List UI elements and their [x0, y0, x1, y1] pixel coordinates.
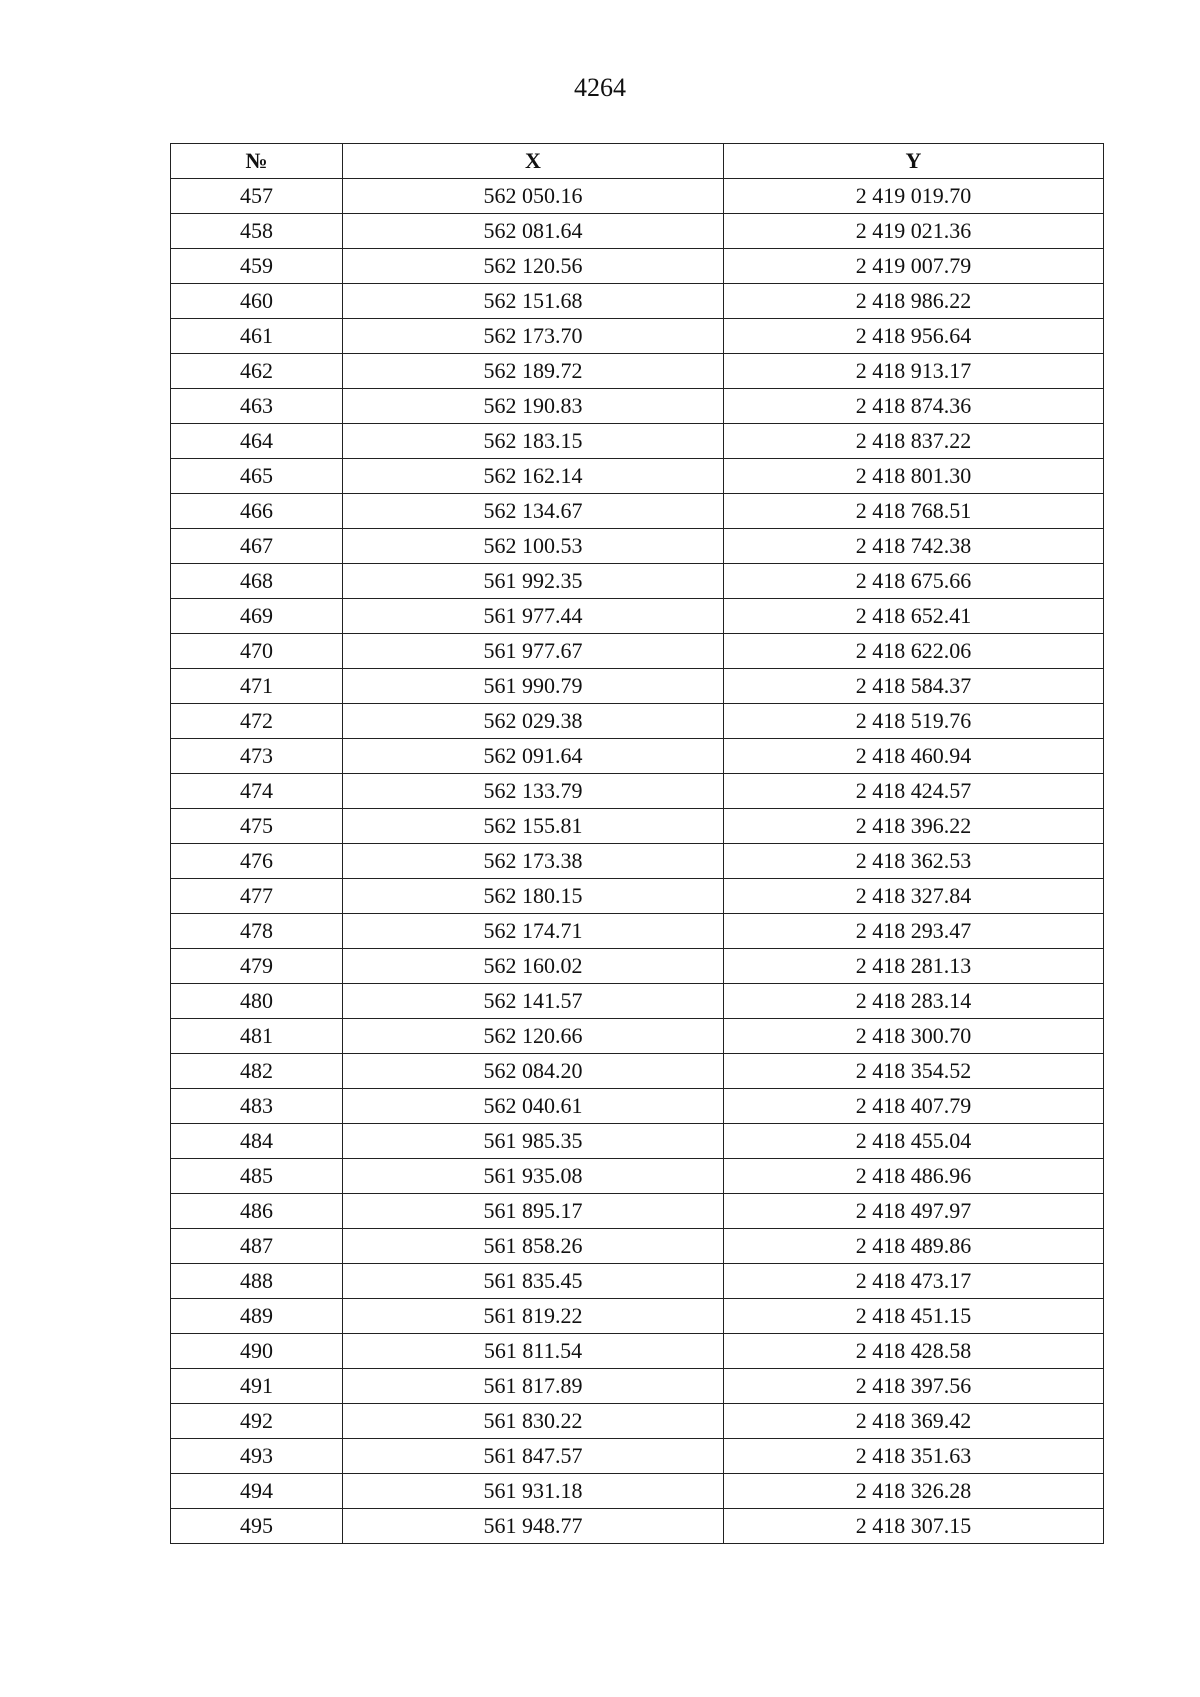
- point-number-cell: 479: [171, 949, 343, 984]
- y-coordinate-cell: 2 418 327.84: [724, 879, 1104, 914]
- y-coordinate-cell: 2 418 473.17: [724, 1264, 1104, 1299]
- point-number-cell: 465: [171, 459, 343, 494]
- x-coordinate-cell: 561 977.67: [343, 634, 724, 669]
- y-coordinate-cell: 2 418 486.96: [724, 1159, 1104, 1194]
- y-coordinate-cell: 2 418 874.36: [724, 389, 1104, 424]
- y-coordinate-cell: 2 418 283.14: [724, 984, 1104, 1019]
- table-row: [171, 599, 1104, 634]
- table-row: [171, 984, 1104, 1019]
- y-coordinate-cell: 2 419 021.36: [724, 214, 1104, 249]
- y-coordinate-cell: 2 418 293.47: [724, 914, 1104, 949]
- table-row: [171, 1264, 1104, 1299]
- y-coordinate-cell: 2 418 424.57: [724, 774, 1104, 809]
- y-coordinate-cell: 2 418 281.13: [724, 949, 1104, 984]
- x-coordinate-cell: 561 985.35: [343, 1124, 724, 1159]
- x-coordinate-cell: 561 830.22: [343, 1404, 724, 1439]
- point-number-cell: 484: [171, 1124, 343, 1159]
- y-coordinate-cell: 2 418 837.22: [724, 424, 1104, 459]
- table-row: [171, 1299, 1104, 1334]
- y-coordinate-cell: 2 418 742.38: [724, 529, 1104, 564]
- table-row: [171, 1334, 1104, 1369]
- x-coordinate-cell: 561 948.77: [343, 1509, 724, 1544]
- table-row: [171, 1229, 1104, 1264]
- table-row: [171, 389, 1104, 424]
- point-number-cell: 463: [171, 389, 343, 424]
- table-row: [171, 1369, 1104, 1404]
- x-coordinate-cell: 562 050.16: [343, 179, 724, 214]
- point-number-cell: 469: [171, 599, 343, 634]
- x-coordinate-cell: 562 162.14: [343, 459, 724, 494]
- table-row: [171, 214, 1104, 249]
- table-row: [171, 1019, 1104, 1054]
- table-row: [171, 249, 1104, 284]
- y-coordinate-cell: 2 418 913.17: [724, 354, 1104, 389]
- y-coordinate-cell: 2 418 460.94: [724, 739, 1104, 774]
- table-row: [171, 424, 1104, 459]
- point-number-cell: 483: [171, 1089, 343, 1124]
- point-number-cell: 462: [171, 354, 343, 389]
- table-row: [171, 1474, 1104, 1509]
- point-number-cell: 468: [171, 564, 343, 599]
- y-coordinate-cell: 2 418 768.51: [724, 494, 1104, 529]
- point-number-cell: 471: [171, 669, 343, 704]
- point-number-cell: 466: [171, 494, 343, 529]
- table-row: [171, 284, 1104, 319]
- column-header-y: Y: [724, 144, 1104, 179]
- table-row: [171, 354, 1104, 389]
- table-row: [171, 844, 1104, 879]
- point-number-cell: 470: [171, 634, 343, 669]
- y-coordinate-cell: 2 418 455.04: [724, 1124, 1104, 1159]
- y-coordinate-cell: 2 418 956.64: [724, 319, 1104, 354]
- y-coordinate-cell: 2 419 019.70: [724, 179, 1104, 214]
- table-row: [171, 179, 1104, 214]
- table-row: [171, 564, 1104, 599]
- x-coordinate-cell: 562 081.64: [343, 214, 724, 249]
- point-number-cell: 482: [171, 1054, 343, 1089]
- y-coordinate-cell: 2 418 675.66: [724, 564, 1104, 599]
- point-number-cell: 460: [171, 284, 343, 319]
- y-coordinate-cell: 2 418 369.42: [724, 1404, 1104, 1439]
- x-coordinate-cell: 562 084.20: [343, 1054, 724, 1089]
- x-coordinate-cell: 562 120.56: [343, 249, 724, 284]
- point-number-cell: 488: [171, 1264, 343, 1299]
- point-number-cell: 474: [171, 774, 343, 809]
- x-coordinate-cell: 562 183.15: [343, 424, 724, 459]
- x-coordinate-cell: 561 935.08: [343, 1159, 724, 1194]
- x-coordinate-cell: 562 189.72: [343, 354, 724, 389]
- page-number: 4264: [574, 73, 626, 102]
- y-coordinate-cell: 2 418 652.41: [724, 599, 1104, 634]
- table-row: [171, 739, 1104, 774]
- y-coordinate-cell: 2 418 489.86: [724, 1229, 1104, 1264]
- header-row: [171, 144, 1104, 179]
- x-coordinate-cell: 562 100.53: [343, 529, 724, 564]
- table-row: [171, 1124, 1104, 1159]
- point-number-cell: 478: [171, 914, 343, 949]
- table-row: [171, 1054, 1104, 1089]
- point-number-cell: 457: [171, 179, 343, 214]
- x-coordinate-cell: 562 180.15: [343, 879, 724, 914]
- point-number-cell: 485: [171, 1159, 343, 1194]
- column-header-x: X: [343, 144, 724, 179]
- x-coordinate-cell: 562 040.61: [343, 1089, 724, 1124]
- x-coordinate-cell: 562 160.02: [343, 949, 724, 984]
- point-number-cell: 487: [171, 1229, 343, 1264]
- y-coordinate-cell: 2 418 497.97: [724, 1194, 1104, 1229]
- table-header: [171, 144, 1104, 179]
- x-coordinate-cell: 562 173.38: [343, 844, 724, 879]
- table-row: [171, 879, 1104, 914]
- x-coordinate-cell: 562 174.71: [343, 914, 724, 949]
- y-coordinate-cell: 2 418 300.70: [724, 1019, 1104, 1054]
- point-number-cell: 494: [171, 1474, 343, 1509]
- table-row: [171, 1089, 1104, 1124]
- x-coordinate-cell: 562 173.70: [343, 319, 724, 354]
- point-number-cell: 495: [171, 1509, 343, 1544]
- table-row: [171, 774, 1104, 809]
- x-coordinate-cell: 562 091.64: [343, 739, 724, 774]
- table-row: [171, 704, 1104, 739]
- point-number-cell: 481: [171, 1019, 343, 1054]
- y-coordinate-cell: 2 418 519.76: [724, 704, 1104, 739]
- table-row: [171, 459, 1104, 494]
- y-coordinate-cell: 2 418 326.28: [724, 1474, 1104, 1509]
- table-row: [171, 809, 1104, 844]
- column-header-number: №: [171, 144, 343, 179]
- y-coordinate-cell: 2 418 407.79: [724, 1089, 1104, 1124]
- point-number-cell: 491: [171, 1369, 343, 1404]
- table-row: [171, 634, 1104, 669]
- y-coordinate-cell: 2 418 622.06: [724, 634, 1104, 669]
- x-coordinate-cell: 562 134.67: [343, 494, 724, 529]
- y-coordinate-cell: 2 418 397.56: [724, 1369, 1104, 1404]
- point-number-cell: 472: [171, 704, 343, 739]
- x-coordinate-cell: 561 858.26: [343, 1229, 724, 1264]
- point-number-cell: 489: [171, 1299, 343, 1334]
- x-coordinate-cell: 561 811.54: [343, 1334, 724, 1369]
- x-coordinate-cell: 562 029.38: [343, 704, 724, 739]
- x-coordinate-cell: 561 819.22: [343, 1299, 724, 1334]
- y-coordinate-cell: 2 418 986.22: [724, 284, 1104, 319]
- y-coordinate-cell: 2 418 801.30: [724, 459, 1104, 494]
- x-coordinate-cell: 561 817.89: [343, 1369, 724, 1404]
- y-coordinate-cell: 2 418 362.53: [724, 844, 1104, 879]
- table-row: [171, 1194, 1104, 1229]
- table-row: [171, 1439, 1104, 1474]
- point-number-cell: 467: [171, 529, 343, 564]
- y-coordinate-cell: 2 418 396.22: [724, 809, 1104, 844]
- point-number-cell: 493: [171, 1439, 343, 1474]
- point-number-cell: 490: [171, 1334, 343, 1369]
- table-row: [171, 529, 1104, 564]
- x-coordinate-cell: 561 990.79: [343, 669, 724, 704]
- point-number-cell: 475: [171, 809, 343, 844]
- y-coordinate-cell: 2 418 451.15: [724, 1299, 1104, 1334]
- x-coordinate-cell: 562 151.68: [343, 284, 724, 319]
- y-coordinate-cell: 2 419 007.79: [724, 249, 1104, 284]
- point-number-cell: 461: [171, 319, 343, 354]
- x-coordinate-cell: 561 847.57: [343, 1439, 724, 1474]
- x-coordinate-cell: 562 120.66: [343, 1019, 724, 1054]
- table-row: [171, 1404, 1104, 1439]
- table-body: [171, 179, 1104, 1544]
- x-coordinate-cell: 562 133.79: [343, 774, 724, 809]
- point-number-cell: 476: [171, 844, 343, 879]
- y-coordinate-cell: 2 418 584.37: [724, 669, 1104, 704]
- table-row: [171, 319, 1104, 354]
- table-row: [171, 1509, 1104, 1544]
- point-number-cell: 459: [171, 249, 343, 284]
- point-number-cell: 480: [171, 984, 343, 1019]
- point-number-cell: 486: [171, 1194, 343, 1229]
- y-coordinate-cell: 2 418 428.58: [724, 1334, 1104, 1369]
- point-number-cell: 464: [171, 424, 343, 459]
- x-coordinate-cell: 561 835.45: [343, 1264, 724, 1299]
- point-number-cell: 473: [171, 739, 343, 774]
- table-row: [171, 1159, 1104, 1194]
- coordinates-table: [170, 143, 1104, 1544]
- y-coordinate-cell: 2 418 354.52: [724, 1054, 1104, 1089]
- table-row: [171, 949, 1104, 984]
- x-coordinate-cell: 561 977.44: [343, 599, 724, 634]
- x-coordinate-cell: 561 992.35: [343, 564, 724, 599]
- y-coordinate-cell: 2 418 351.63: [724, 1439, 1104, 1474]
- y-coordinate-cell: 2 418 307.15: [724, 1509, 1104, 1544]
- table-row: [171, 669, 1104, 704]
- table-row: [171, 494, 1104, 529]
- x-coordinate-cell: 561 931.18: [343, 1474, 724, 1509]
- x-coordinate-cell: 562 190.83: [343, 389, 724, 424]
- x-coordinate-cell: 562 155.81: [343, 809, 724, 844]
- point-number-cell: 477: [171, 879, 343, 914]
- table-row: [171, 914, 1104, 949]
- point-number-cell: 458: [171, 214, 343, 249]
- x-coordinate-cell: 562 141.57: [343, 984, 724, 1019]
- x-coordinate-cell: 561 895.17: [343, 1194, 724, 1229]
- point-number-cell: 492: [171, 1404, 343, 1439]
